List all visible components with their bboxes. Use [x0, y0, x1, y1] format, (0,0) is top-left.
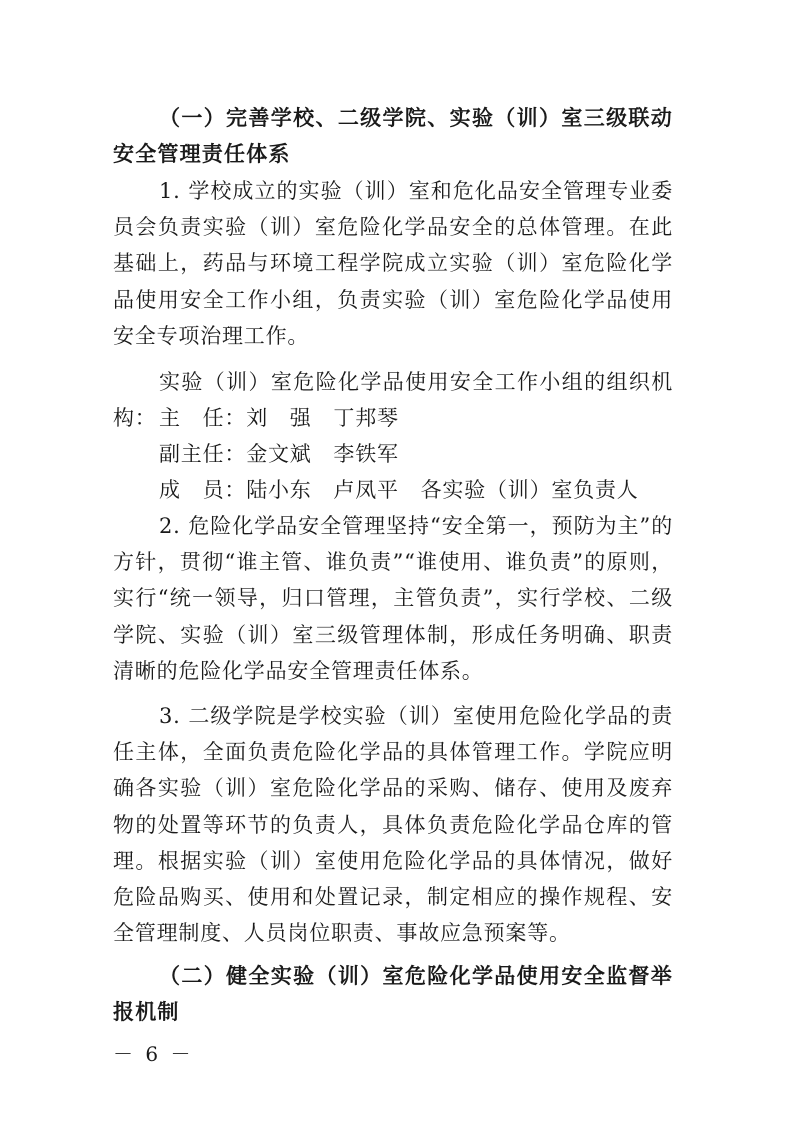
org-members-line: 成 员：陆小东 卢凤平 各实验（训）室负责人 — [159, 478, 639, 502]
page-number: － 6 － — [113, 1042, 194, 1066]
org-director-line: 主 任：刘 强 丁邦琴 — [159, 406, 399, 430]
org-deputy-director-line: 副主任：金文斌 李铁军 — [159, 442, 399, 466]
paragraph-item-2: 2. 危险化学品安全管理坚持“安全第一，预防为主”的方针，贯彻“谁主管、谁负责”“谁使用、谁负责”的原则，实行“统一领导，归口管理，主管负责”，实行学校、二级学院、实验（训）室三级管理体制，形成任务明确、职责清晰的危险化学品安全管理责任体系。 — [113, 514, 673, 683]
section-heading-2: （二）健全实验（训）室危险化学品使用安全监督举报机制 — [113, 964, 673, 1025]
paragraph-item-3: 3. 二级学院是学校实验（训）室使用危险化学品的责任主体，全面负责危险化学品的具体管理工作。学院应明确各实验（训）室危险化学品的采购、储存、使用及废弃物的处置等环节的负责人，具体负责危险化学品仓库的管理。根据实验（训）室使用危险化学品的具体情况，做好危险品购买、使用和处置记录，制定相应的操作规程、安全管理制度、人员岗位职责、事故应急预案等。 — [113, 704, 673, 946]
section-heading-1: （一）完善学校、二级学院、实验（训）室三级联动安全管理责任体系 — [113, 106, 673, 167]
org-structure-title: 实验（训）室危险化学品使用安全工作小组的组织机构： — [113, 370, 673, 431]
paragraph-item-1: 1. 学校成立的实验（训）室和危化品安全管理专业委员会负责实验（训）室危险化学品安全的总体管理。在此基础上，药品与环境工程学院成立实验（训）室危险化学品使用安全工作小组，负责实验（训）室危险化学品使用安全专项治理工作。 — [113, 179, 673, 348]
